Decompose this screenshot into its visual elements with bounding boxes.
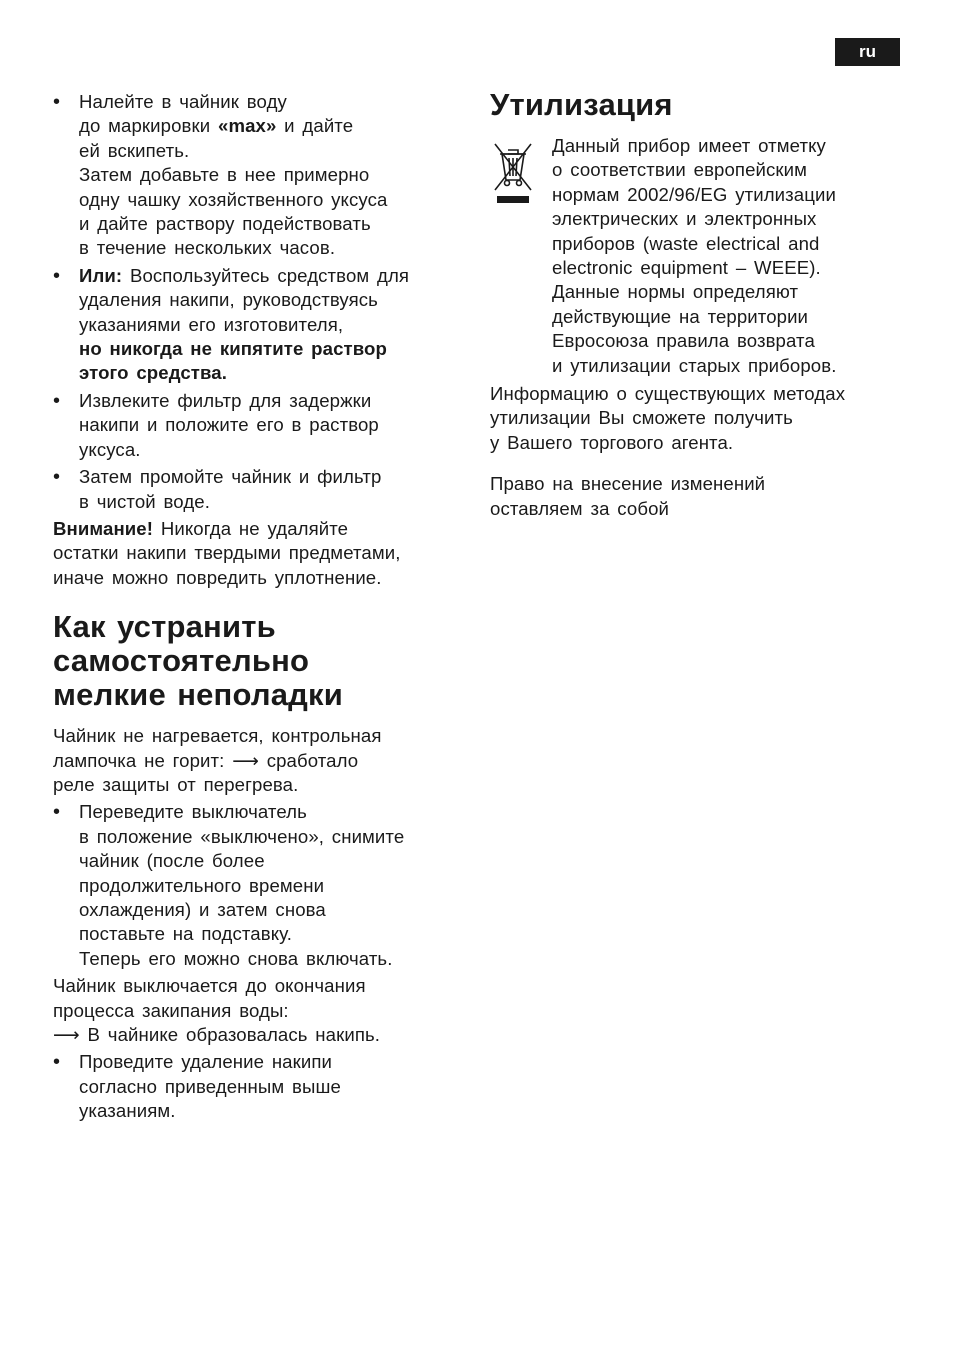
text-line: [79, 800, 463, 824]
text-line: [53, 999, 463, 1023]
text-segment: удаления накипи, руководствуясь: [79, 289, 378, 311]
text-line: утилизации Вы сможете получить: [490, 407, 793, 429]
text-segment: накипи и положите его в раствор: [79, 414, 379, 436]
text-segment: В чайнике образовалась накипь.: [79, 1024, 381, 1045]
text-segment: чайник (после более: [79, 850, 265, 872]
text-line: у Вашего торгового агента.: [490, 431, 734, 453]
text-line: Данные нормы определяют: [552, 281, 799, 303]
text-line: [79, 922, 463, 946]
text-segment: продолжительного времени: [79, 874, 325, 896]
text-segment: и дайте: [276, 115, 354, 137]
text-segment: Переведите выключатель: [79, 801, 307, 823]
text-segment: указаниями его изготовителя,: [79, 313, 344, 335]
text-line: [79, 264, 463, 288]
arrow-icon: ⟶: [232, 749, 259, 771]
text-segment: уксуса.: [79, 438, 141, 460]
text-line: оставляем за собой: [490, 497, 670, 519]
arrow-icon: ⟶: [53, 1024, 80, 1045]
text-segment: Внимание!: [53, 517, 154, 539]
text-line: [79, 236, 463, 260]
text-segment: в чистой воде.: [79, 490, 210, 512]
heading-line: Как устранить: [53, 609, 276, 645]
text-segment: процесса закипания воды:: [53, 999, 289, 1021]
text-line: [53, 749, 463, 773]
text-line: [79, 849, 463, 873]
bullet-item: [53, 90, 463, 261]
text-line: [79, 337, 463, 361]
text-segment: Чайник выключается до окончания: [53, 975, 366, 997]
bullet-item: [53, 389, 463, 462]
warning-paragraph: [53, 517, 463, 590]
text-segment: указаниям.: [79, 1100, 176, 1122]
rights-reserved-note: [490, 472, 910, 521]
text-segment: одну чашку хозяйственного уксуса: [79, 188, 388, 210]
text-segment: в положение «выключено», снимите: [79, 825, 405, 847]
heading-line: самостоятельно: [53, 643, 310, 679]
text-line: [79, 465, 463, 489]
text-segment: в течение нескольких часов.: [79, 237, 336, 259]
text-line: Право на внесение изменений: [490, 473, 766, 495]
bullet-item: [53, 800, 463, 971]
text-segment: сработало: [258, 749, 359, 771]
text-line: [79, 1050, 463, 1074]
text-segment: Извлеките фильтр для задержки: [79, 389, 372, 411]
switches-off-steps-list: [53, 1050, 463, 1123]
disposal-info: [490, 382, 910, 455]
text-segment: этого средства.: [79, 362, 228, 384]
text-line: [79, 1099, 463, 1123]
text-line: [53, 566, 463, 590]
text-line: [53, 773, 463, 797]
text-segment: реле защиты от перегрева.: [53, 773, 299, 795]
right-column: [490, 87, 910, 524]
text-segment: Затем добавьте в нее примерно: [79, 164, 370, 186]
text-line: [79, 413, 463, 437]
text-line: [79, 874, 463, 898]
text-segment: Воспользуйтесь средством для: [122, 264, 410, 286]
disposal-heading: Утилизация: [490, 87, 673, 122]
text-line: электрических и электронных: [552, 208, 817, 230]
text-line: Данный прибор имеет отметку: [552, 135, 826, 156]
text-line: действующие на территории: [552, 305, 809, 327]
crossed-out-wheelie-bin-icon: [490, 134, 552, 378]
text-line: [79, 288, 463, 312]
text-segment: до маркировки: [79, 115, 218, 137]
text-line: [79, 114, 463, 138]
text-line: [53, 724, 463, 748]
bullet-item: [53, 1050, 463, 1123]
text-line: [79, 163, 463, 187]
text-line: о соответствии европейским: [552, 159, 808, 181]
text-segment: и дайте раствору подействовать: [79, 213, 371, 235]
text-line: [79, 389, 463, 413]
text-segment: Или:: [79, 264, 123, 286]
text-segment: согласно приведенным выше: [79, 1075, 341, 1097]
text-line: [79, 212, 463, 236]
text-segment: охлаждения) и затем снова: [79, 898, 326, 920]
text-line: [79, 361, 463, 385]
weee-description: [552, 134, 910, 378]
heading-line: мелкие неполадки: [53, 677, 344, 713]
text-segment: ей вскипеть.: [79, 139, 190, 161]
descaling-steps-list: [53, 90, 463, 514]
text-segment: Чайник не нагревается, контрольная: [53, 725, 382, 747]
bullet-item: [53, 465, 463, 514]
text-line: нормам 2002/96/EG утилизации: [552, 183, 836, 205]
text-line: приборов (waste electrical and: [552, 232, 820, 254]
weee-block: [490, 134, 910, 378]
text-segment: но никогда не кипятите раствор: [79, 338, 387, 360]
text-line: [53, 541, 463, 565]
text-line: electronic equipment – WEEE).: [552, 257, 821, 279]
text-segment: «max»: [218, 115, 277, 137]
text-line: [53, 974, 463, 998]
text-line: [53, 517, 463, 541]
text-line: [79, 188, 463, 212]
text-line: [79, 947, 463, 971]
text-segment: Налейте в чайник воду: [79, 91, 287, 112]
text-segment: Затем промойте чайник и фильтр: [79, 466, 382, 488]
text-segment: Никогда не удаляйте: [153, 517, 349, 539]
text-line: и утилизации старых приборов.: [552, 354, 837, 376]
text-line: [79, 313, 463, 337]
troubleshooting-heading: [53, 610, 463, 712]
language-tab: ru: [835, 38, 900, 66]
left-column: [53, 90, 463, 1127]
text-line: Информацию о существующих методах: [490, 383, 846, 405]
text-segment: остатки накипи твердыми предметами,: [53, 542, 401, 564]
text-line: [79, 898, 463, 922]
text-segment: лампочка не горит:: [53, 749, 233, 771]
text-line: [79, 490, 463, 514]
text-line: [79, 1075, 463, 1099]
text-segment: Теперь его можно снова включать.: [79, 947, 393, 969]
text-segment: Проведите удаление накипи: [79, 1051, 333, 1073]
text-line: [79, 438, 463, 462]
problem-not-heating: [53, 724, 463, 797]
text-line: [79, 90, 463, 114]
not-heating-steps-list: [53, 800, 463, 971]
text-line: [79, 825, 463, 849]
problem-switches-off: [53, 974, 463, 1047]
bullet-item: [53, 264, 463, 386]
text-line: [79, 139, 463, 163]
text-line: Евросоюза правила возврата: [552, 330, 815, 352]
text-line: [53, 1023, 463, 1047]
text-segment: поставьте на подставку.: [79, 923, 292, 945]
text-segment: иначе можно повредить уплотнение.: [53, 566, 382, 588]
